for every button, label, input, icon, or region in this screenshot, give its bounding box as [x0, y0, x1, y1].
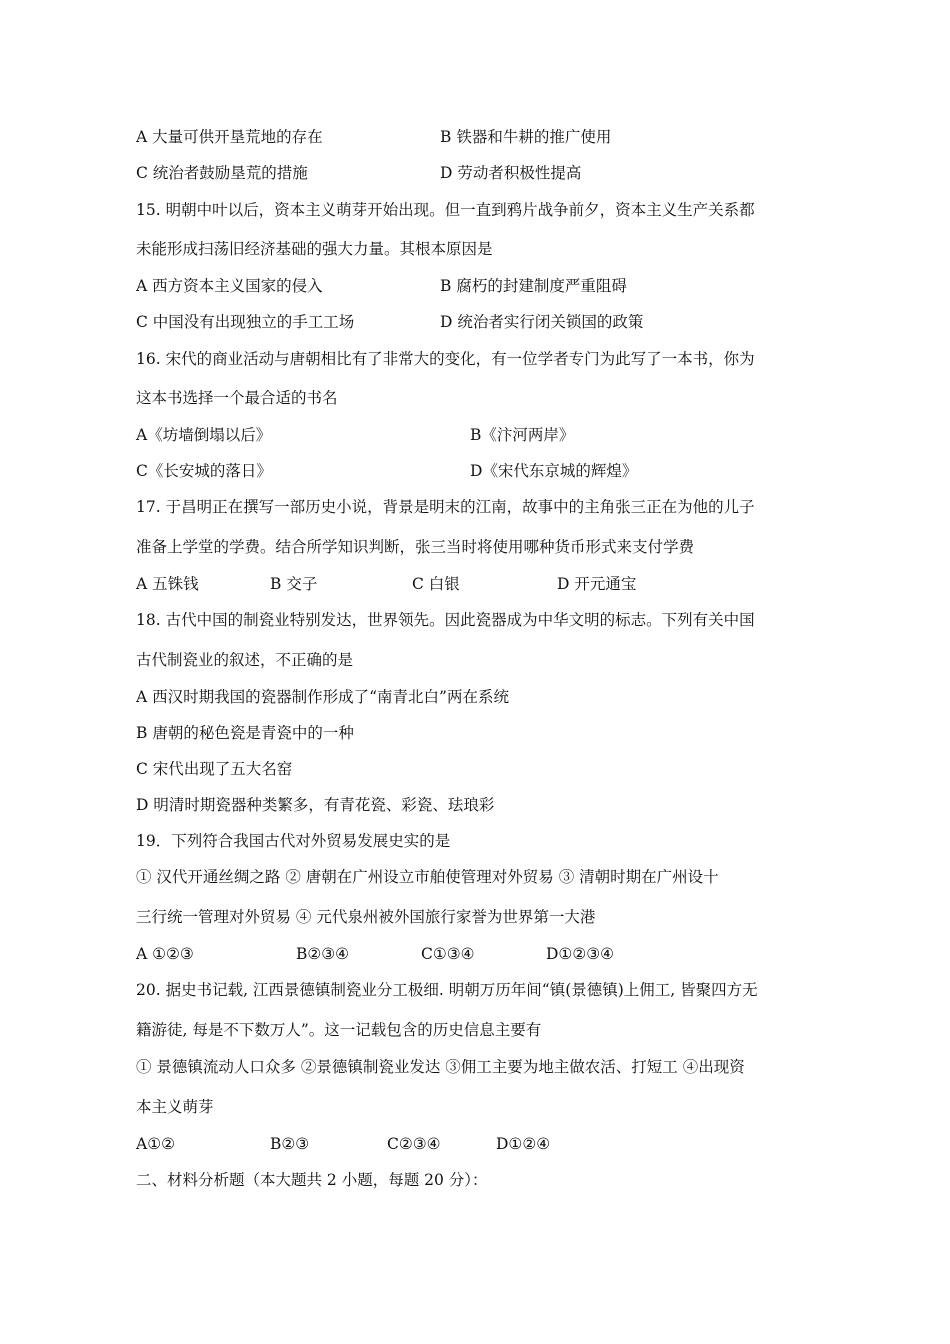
- q20-option-a: A①②: [136, 1135, 175, 1153]
- q16-option-d: D《宋代东京城的辉煌》: [470, 462, 638, 480]
- q18-option-a: A 西汉时期我国的瓷器制作形成了“南青北白”两在系统: [136, 688, 509, 706]
- q19-option-c: C①③④: [421, 945, 475, 963]
- q15-option-b: B 腐朽的封建制度严重阻碍: [440, 277, 627, 295]
- q20-stem-line3: ① 景德镇流动人口众多 ②景德镇制瓷业发达 ③佣工主要为地主做农活、打短工 ④出现资: [136, 1058, 745, 1076]
- q19-stem-line1: 19．下列符合我国古代对外贸易发展史实的是: [136, 832, 451, 850]
- q17-option-b: B 交子: [270, 575, 318, 593]
- q19-option-b: B②③④: [296, 945, 350, 963]
- section-heading: 二、材料分析题（本大题共 2 小题，每题 20 分）：: [136, 1171, 488, 1189]
- q14-option-d: D 劳动者积极性提高: [440, 164, 582, 182]
- q18-stem-line1: 18. 古代中国的制瓷业特别发达，世界领先。因此瓷器成为中华文明的标志。下列有关中国: [136, 611, 755, 629]
- q20-option-c: C②③④: [387, 1135, 441, 1153]
- q17-option-c: C 白银: [412, 575, 460, 593]
- q17-stem-line1: 17. 于昌明正在撰写一部历史小说，背景是明末的江南，故事中的主角张三正在为他的儿子: [136, 498, 755, 516]
- q14-option-c: C 统治者鼓励垦荒的措施: [136, 164, 308, 182]
- q15-stem-line2: 未能形成扫荡旧经济基础的强大力量。其根本原因是: [136, 240, 493, 258]
- q17-stem-line2: 准备上学堂的学费。结合所学知识判断，张三当时将使用哪种货币形式来支付学费: [136, 538, 695, 556]
- q20-stem-line2: 籍游徒, 每是不下数万人”。这一记载包含的历史信息主要有: [136, 1021, 542, 1039]
- q20-stem-line4: 本主义萌芽: [136, 1098, 214, 1116]
- q19-stem-line2: ① 汉代开通丝绸之路 ② 唐朝在广州设立市舶使管理对外贸易 ③ 清朝时期在广州设十: [136, 868, 719, 886]
- q18-option-b: B 唐朝的秘色瓷是青瓷中的一种: [136, 724, 354, 742]
- q20-option-b: B②③: [270, 1135, 310, 1153]
- q16-stem-line1: 16. 宋代的商业活动与唐朝相比有了非常大的变化，有一位学者专门为此写了一本书，你为: [136, 350, 755, 368]
- q16-option-b: B《汴河两岸》: [470, 426, 575, 444]
- q18-option-c: C 宋代出现了五大名窑: [136, 760, 293, 778]
- q20-option-d: D①②④: [496, 1135, 551, 1153]
- q16-option-a: A《坊墙倒塌以后》: [136, 426, 272, 444]
- q19-option-a: A ①②③: [136, 945, 194, 963]
- q19-option-d: D①②③④: [546, 945, 615, 963]
- q18-stem-line2: 古代制瓷业的叙述，不正确的是: [136, 651, 354, 669]
- q15-option-a: A 西方资本主义国家的侵入: [136, 277, 323, 295]
- q17-option-a: A 五铢钱: [136, 575, 199, 593]
- q14-option-a: A 大量可供开垦荒地的存在: [136, 128, 323, 146]
- q16-option-c: C《长安城的落日》: [136, 462, 272, 480]
- q15-stem-line1: 15. 明朝中叶以后，资本主义萌芽开始出现。但一直到鸦片战争前夕，资本主义生产关系都: [136, 201, 755, 219]
- q18-option-d: D 明清时期瓷器种类繁多，有青花瓷、彩瓷、珐琅彩: [136, 796, 495, 814]
- q17-option-d: D 开元通宝: [557, 575, 637, 593]
- q15-option-c: C 中国没有出现独立的手工工场: [136, 313, 355, 331]
- q14-option-b: B 铁器和牛耕的推广使用: [440, 128, 612, 146]
- q15-option-d: D 统治者实行闭关锁国的政策: [440, 313, 644, 331]
- q19-stem-line3: 三行统一管理对外贸易 ④ 元代泉州被外国旅行家誉为世界第一大港: [136, 908, 596, 926]
- q16-stem-line2: 这本书选择一个最合适的书名: [136, 389, 338, 407]
- q20-stem-line1: 20. 据史书记载, 江西景德镇制瓷业分工极细. 明朝万历年间“镇(景德镇)上佣工, 皆聚四方无: [136, 981, 758, 999]
